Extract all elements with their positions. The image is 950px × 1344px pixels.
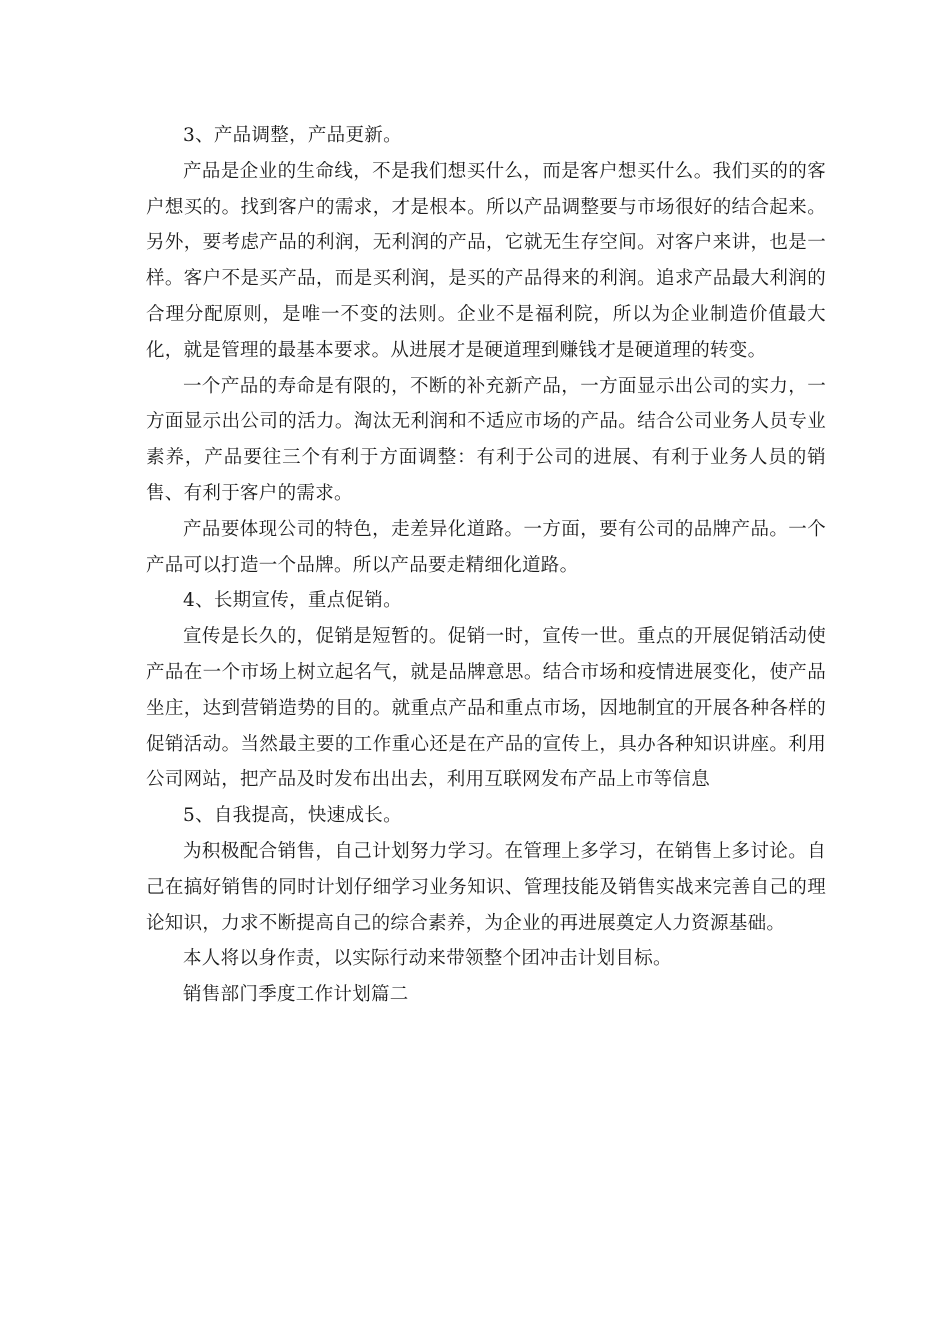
paragraph-commitment: 本人将以身作责，以实际行动来带领整个团冲击计划目标。 bbox=[183, 948, 672, 970]
paragraph-product-differentiation: 产品要体现公司的特色，走差异化道路。一方面，要有公司的品牌产品。一个产品可以打造一个品牌。所以产品要走精细化道路。 bbox=[146, 518, 826, 576]
document-body bbox=[146, 118, 826, 1013]
next-section-title: 销售部门季度工作计划篇二 bbox=[183, 984, 409, 1006]
section-heading-promotion: 4、长期宣传，重点促销。 bbox=[183, 590, 402, 612]
paragraph-promotion: 宣传是长久的，促销是短暂的。促销一时，宣传一世。重点的开展促销活动使产品在一个市场上树立起名气，就是品牌意思。结合市场和疫情进展变化，使产品坐庄，达到营销造势的目的。就重点产品和重点市场，因地制宜的开展各种各样的促销活动。当然最主要的工作重心还是在产品的宣传上，具办各种知识讲座。利用公司网站，把产品及时发布出出去，利用互联网发布产品上市等信息 bbox=[146, 626, 826, 791]
paragraph-product-lifespan: 一个产品的寿命是有限的，不断的补充新产品，一方面显示出公司的实力，一方面显示出公司的活力。淘汰无利润和不适应市场的产品。结合公司业务人员专业素养，产品要往三个有利于方面调整：有利于公司的进展、有利于业务人员的销售、有利于客户的需求。 bbox=[146, 375, 826, 504]
section-heading-product-adjustment: 3、产品调整，产品更新。 bbox=[183, 125, 402, 146]
paragraph-self-improvement: 为积极配合销售，自己计划努力学习。在管理上多学习，在销售上多讨论。自己在搞好销售的同时计划仔细学习业务知识、管理技能及销售实战来完善自己的理论知识，力求不断提高自己的综合素养，为企业的再进展奠定人力资源基础。 bbox=[146, 840, 826, 934]
section-heading-self-improvement: 5、自我提高，快速成长。 bbox=[183, 805, 402, 827]
paragraph-product-lifeline: 产品是企业的生命线，不是我们想买什么，而是客户想买什么。我们买的的客户想买的。找到客户的需求，才是根本。所以产品调整要与市场很好的结合起来。另外，要考虑产品的利润，无利润的产品，它就无生存空间。对客户来讲，也是一样。客户不是买产品，而是买利润，是买的产品得来的利润。追求产品最大利润的合理分配原则，是唯一不变的法则。企业不是福利院，所以为企业制造价值最大化，就是管理的最基本要求。从进展才是硬道理到赚钱才是硬道理的转变。 bbox=[146, 160, 826, 361]
